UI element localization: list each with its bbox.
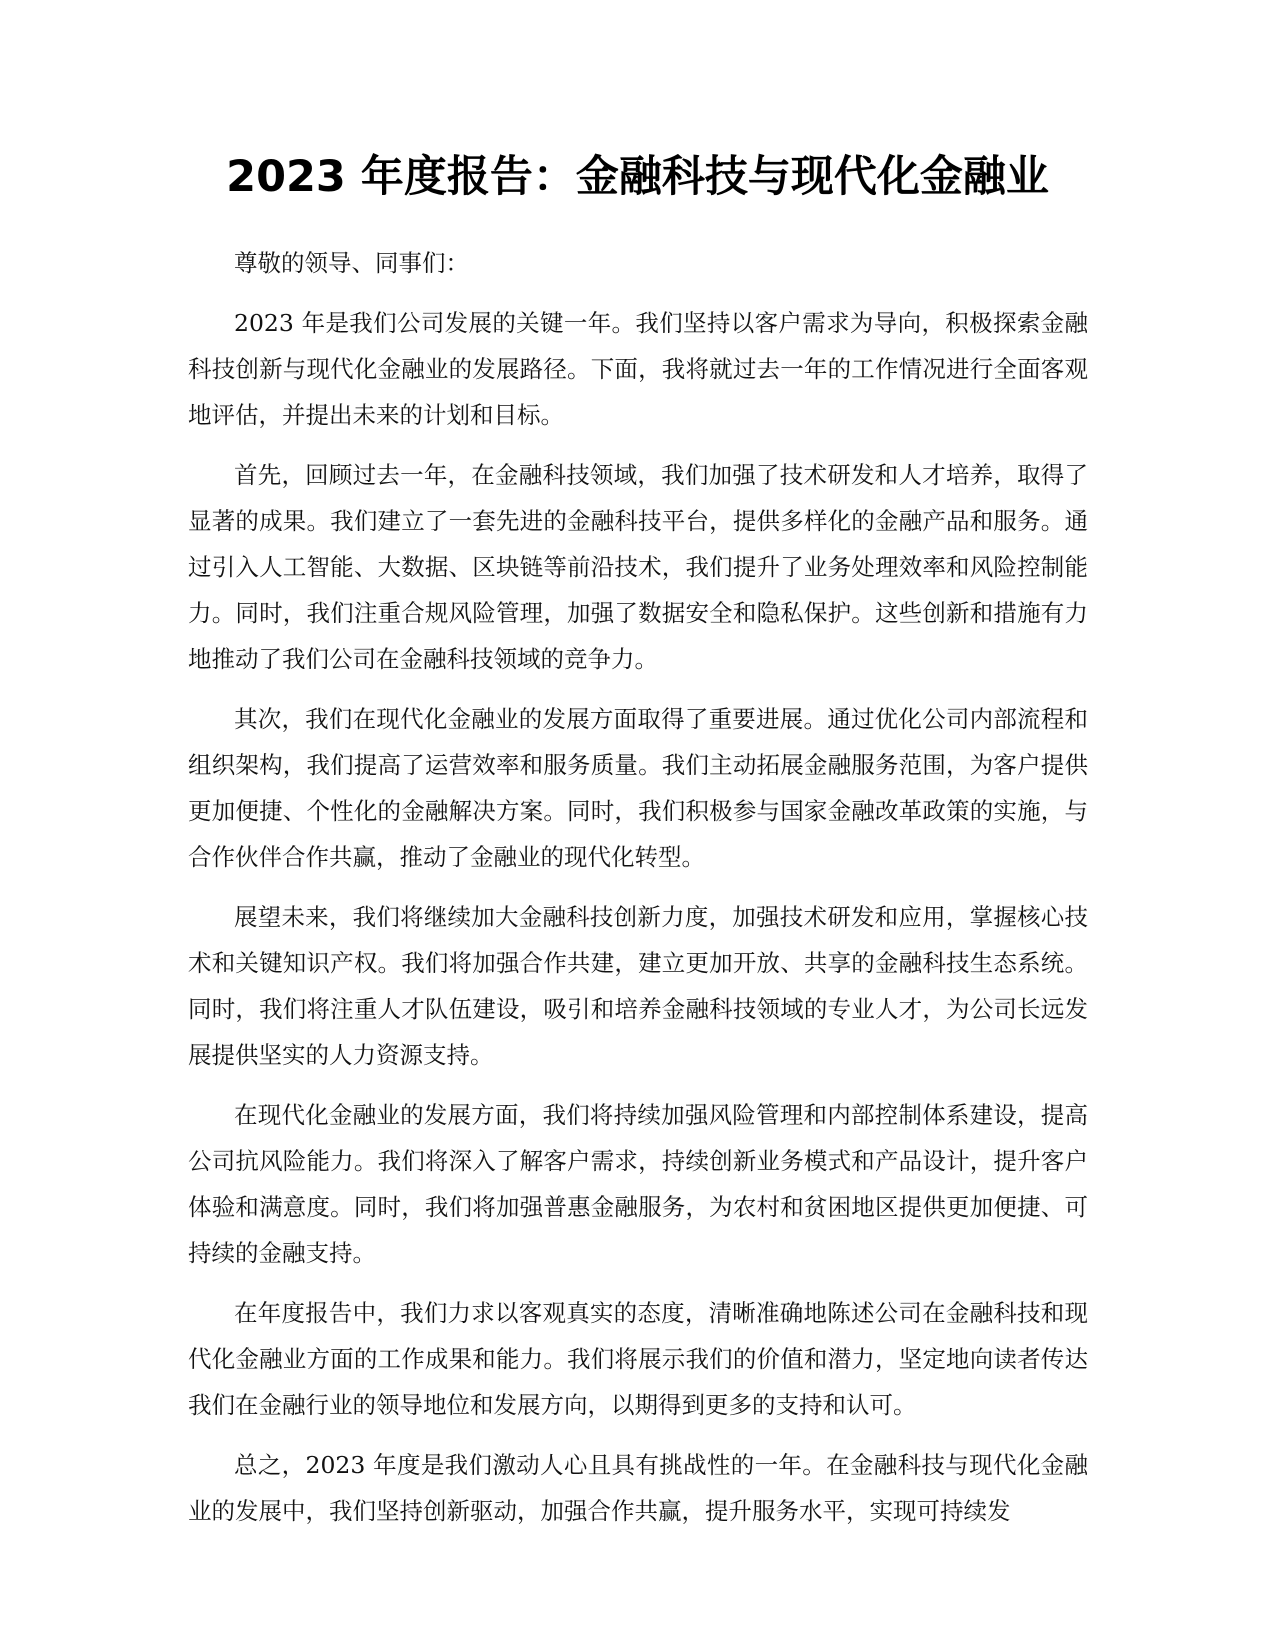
paragraph-3: 其次，我们在现代化金融业的发展方面取得了重要进展。通过优化公司内部流程和组织架构，我们提高了运营效率和服务质量。我们主动拓展金融服务范围，为客户提供更加便捷、个性化的金融解决方案。同时，我们积极参与国家金融改革政策的实施，与合作伙伴合作共赢，推动了金融业的现代化转型。 bbox=[188, 705, 1088, 871]
paragraph-5: 在现代化金融业的发展方面，我们将持续加强风险管理和内部控制体系建设，提高公司抗风险能力。我们将深入了解客户需求，持续创新业务模式和产品设计，提升客户体验和满意度。同时，我们将加强普惠金融服务，为农村和贫困地区提供更加便捷、可持续的金融支持。 bbox=[188, 1101, 1088, 1267]
paragraph-6: 在年度报告中，我们力求以客观真实的态度，清晰准确地陈述公司在金融科技和现代化金融业方面的工作成果和能力。我们将展示我们的价值和潜力，坚定地向读者传达我们在金融行业的领导地位和发展方向，以期得到更多的支持和认可。 bbox=[188, 1299, 1088, 1419]
greeting: 尊敬的领导、同事们： bbox=[234, 249, 469, 277]
paragraph-7: 总之，2023 年度是我们激动人心且具有挑战性的一年。在金融科技与现代化金融业的发展中，我们坚持创新驱动，加强合作共赢，提升服务水平，实现可持续发 bbox=[188, 1451, 1088, 1525]
paragraph-1: 2023 年是我们公司发展的关键一年。我们坚持以客户需求为导向，积极探索金融科技创新与现代化金融业的发展路径。下面，我将就过去一年的工作情况进行全面客观地评估，并提出未来的计划和目标。 bbox=[188, 309, 1088, 429]
document-body bbox=[188, 240, 1088, 1548]
paragraph-4: 展望未来，我们将继续加大金融科技创新力度，加强技术研发和应用，掌握核心技术和关键知识产权。我们将加强合作共建，建立更加开放、共享的金融科技生态系统。同时，我们将注重人才队伍建设，吸引和培养金融科技领域的专业人才，为公司长远发展提供坚实的人力资源支持。 bbox=[188, 903, 1088, 1069]
paragraph-2: 首先，回顾过去一年，在金融科技领域，我们加强了技术研发和人才培养，取得了显著的成果。我们建立了一套先进的金融科技平台，提供多样化的金融产品和服务。通过引入人工智能、大数据、区块链等前沿技术，我们提升了业务处理效率和风险控制能力。同时，我们注重合规风险管理，加强了数据安全和隐私保护。这些创新和措施有力地推动了我们公司在金融科技领域的竞争力。 bbox=[188, 461, 1088, 673]
page-title: 2023 年度报告：金融科技与现代化金融业 bbox=[226, 152, 1049, 202]
